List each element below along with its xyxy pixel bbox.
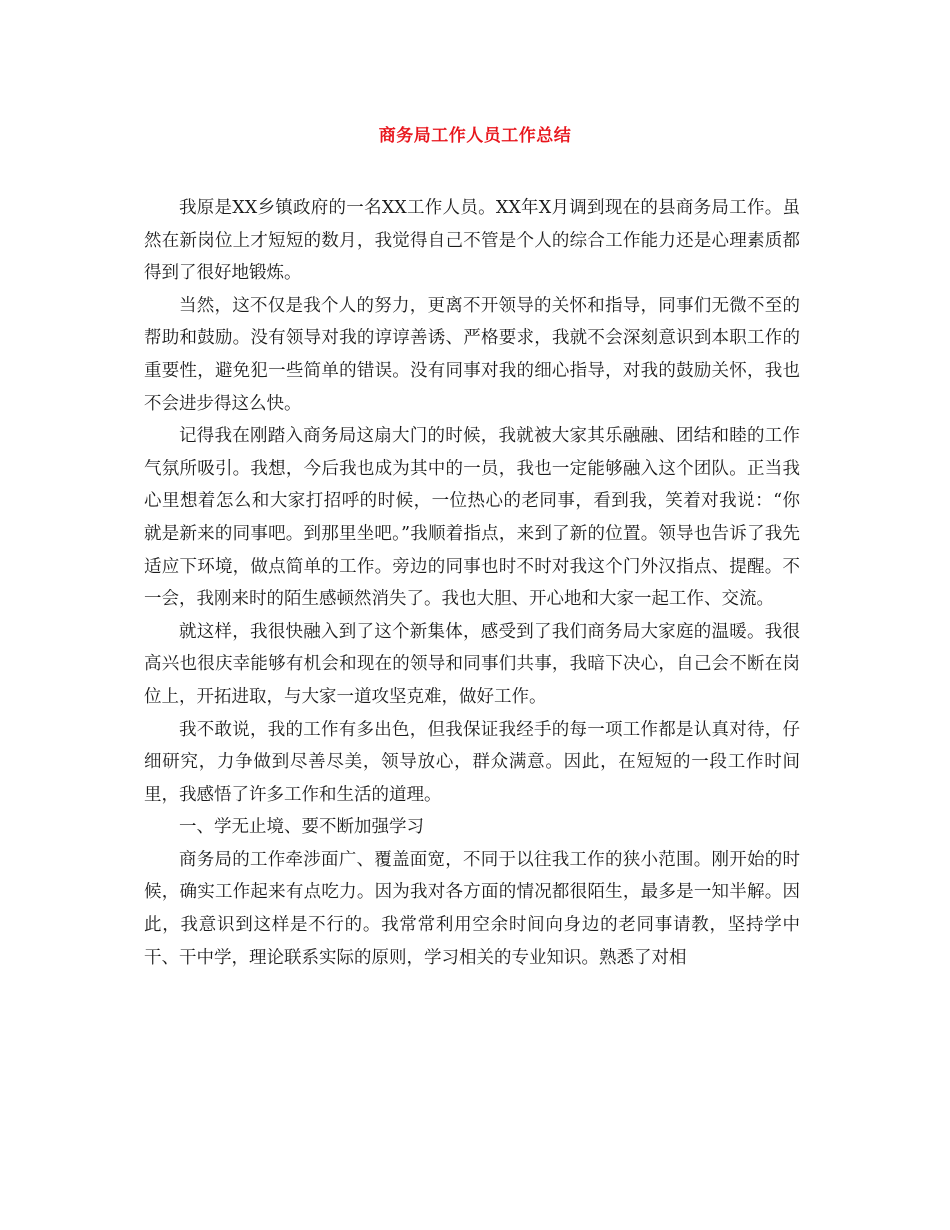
paragraph-1: 我原是XX乡镇政府的一名XX工作人员。XX年X月调到现在的县商务局工作。虽然在新岗位上才短短的数月，我觉得自己不管是个人的综合工作能力还是心理素质都得到了很好地锻炼。 — [144, 198, 800, 284]
paragraph-6: 商务局的工作牵涉面广、覆盖面宽，不同于以往我工作的狭小范围。刚开始的时候，确实工作起来有点吃力。因为我对各方面的情况都很陌生，最多是一知半解。因此，我意识到这样是不行的。我常常利用空余时间向身边的老同事请教，坚持学中干、干中学，理论联系实际的原则，学习相关的专业知识。熟悉了对相 — [144, 849, 800, 968]
paragraph-5: 我不敢说，我的工作有多出色，但我保证我经手的每一项工作都是认真对待，仔细研究，力争做到尽善尽美，领导放心，群众满意。因此，在短短的一段工作时间里，我感悟了许多工作和生活的道理。 — [144, 719, 800, 805]
document-title: 商务局工作人员工作总结 — [378, 126, 572, 146]
paragraph-3: 记得我在刚踏入商务局这扇大门的时候，我就被大家其乐融融、团结和睦的工作气氛所吸引。我想，今后我也成为其中的一员，我也一定能够融入这个团队。正当我心里想着怎么和大家打招呼的时候，一位热心的老同事，看到我，笑着对我说：“你就是新来的同事吧。到那里坐吧。”我顺着指点，来到了新的位置。领导也告诉了我先适应下环境，做点简单的工作。旁边的同事也时不时对我这个门外汉指点、提醒。不一会，我刚来时的陌生感顿然消失了。我也大胆、开心地和大家一起工作、交流。 — [144, 426, 800, 610]
document-body — [144, 192, 800, 974]
paragraph-4: 就这样，我很快融入到了这个新集体，感受到了我们商务局大家庭的温暖。我很高兴也很庆幸能够有机会和现在的领导和同事们共事，我暗下决心，自己会不断在岗位上，开拓进取，与大家一道攻坚克难，做好工作。 — [144, 621, 800, 707]
section-heading-1: 一、学无止境、要不断加强学习 — [179, 817, 424, 838]
paragraph-2: 当然，这不仅是我个人的努力，更离不开领导的关怀和指导，同事们无微不至的帮助和鼓励。没有领导对我的谆谆善诱、严格要求，我就不会深刻意识到本职工作的重要性，避免犯一些简单的错误。没有同事对我的细心指导，对我的鼓励关怀，我也不会进步得这么快。 — [144, 295, 800, 414]
